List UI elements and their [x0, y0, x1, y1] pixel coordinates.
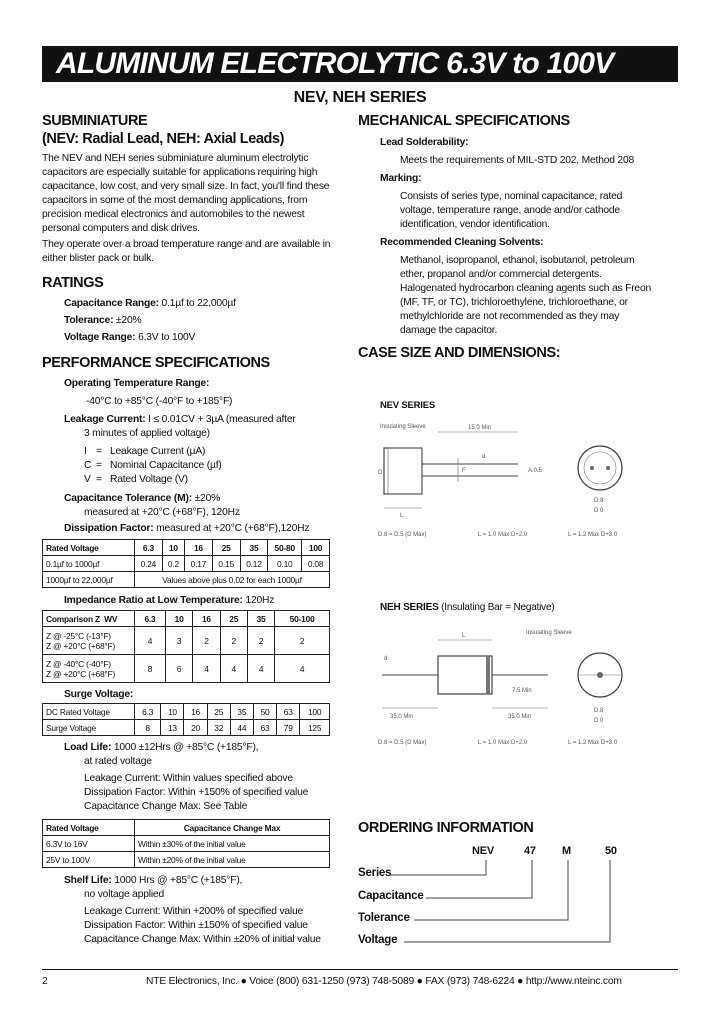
- nev-body: [384, 448, 422, 494]
- nev-dim-15: 15.0 Min: [468, 425, 492, 431]
- neh-series-label: NEH SERIES (Insulating Bar = Negative): [380, 602, 555, 613]
- nev-dim-pd: D.8: [594, 498, 604, 504]
- table-row: 0.1µf to 1000µf 0.24 0.2 0.17 0.15 0.12 0.10 0.08: [43, 556, 330, 572]
- legend-row: V = Rated Voltage (V): [84, 474, 188, 485]
- load-life-item: Leakage Current: Within values specified above: [84, 773, 293, 784]
- order-label-tolerance: Tolerance: [358, 912, 410, 924]
- nev-end-inner: [584, 452, 616, 484]
- order-code-tolerance: M: [562, 845, 571, 857]
- order-code-capacitance: 47: [524, 845, 536, 857]
- impedance-ratio: Impedance Ratio at Low Temperature: 120Hz: [64, 595, 275, 606]
- solderability-label: Lead Solderability:: [380, 137, 469, 148]
- neh-dim-l: L: [462, 633, 466, 639]
- load-life-item: Dissipation Factor: Within +150% of specified value: [84, 787, 309, 798]
- nev-sleeve-label: Insulating Sleeve: [380, 424, 426, 430]
- cleaning-value: Methanol, isopropanol, ethanol, isobutanol, petroleum ether, propanol and/or commercial detergents. Halogenated hydrocarbon cleaning agents such as Freon (MF, TF, or TC), trichloroethylene, trichloroethane, or methylchloride are not recommended as they may damage the capacitor.: [400, 255, 652, 336]
- nev-dim-f: F: [462, 468, 466, 474]
- mechanical-heading: MECHANICAL SPECIFICATIONS: [358, 113, 570, 129]
- marking-label: Marking:: [380, 173, 422, 184]
- table-row: Comparison Z WV 6.3 10 16 25 35 50-100: [43, 611, 330, 627]
- neh-dim-75: 7.5 Min: [512, 688, 532, 694]
- solderability-value: Meets the requirements of MIL-STD 202, Method 208: [400, 155, 635, 166]
- nev-dim-small-d: d: [482, 454, 486, 460]
- neh-note: L = 1.2 Max D+3.0: [568, 740, 618, 746]
- shelf-life-item: Leakage Current: Within +200% of specified value: [84, 906, 304, 917]
- connector-tolerance: [414, 860, 568, 920]
- rating-tolerance: Tolerance: ±20%: [64, 315, 142, 326]
- ordering-connector-lines: [390, 858, 630, 948]
- order-code-series: NEV: [472, 845, 495, 857]
- table-row: Rated Voltage Capacitance Change Max: [43, 820, 330, 836]
- dissipation-table: [42, 539, 330, 588]
- neh-note: D.8 = D.5 (D Max): [378, 740, 427, 746]
- leakage-current: Leakage Current: I ≤ 0.01CV + 3µA (measured after: [64, 414, 296, 425]
- ordering-heading: ORDERING INFORMATION: [358, 820, 534, 836]
- connector-capacitance: [426, 860, 532, 898]
- cap-tolerance-2: measured at +20°C (+68°F), 120Hz: [84, 507, 240, 518]
- neh-note: L = 1.0 Max D+2.0: [478, 740, 528, 746]
- connector-series: [390, 860, 486, 875]
- performance-heading: PERFORMANCE SPECIFICATIONS: [42, 355, 270, 371]
- nev-note: D.8 = D.5 (D Max): [378, 532, 427, 538]
- neh-body: [438, 656, 492, 694]
- shelf-life-item: Dissipation Factor: Within ±150% of specified value: [84, 920, 308, 931]
- dissipation-factor: Dissipation Factor: measured at +20°C (+68°F),120Hz: [64, 523, 310, 534]
- nev-lead-dot: [606, 466, 610, 470]
- neh-dim-d: d: [384, 656, 388, 662]
- shelf-life-item: Capacitance Change Max: Within ±20% of initial value: [84, 934, 321, 945]
- footer-contact: NTE Electronics, Inc. ● Voice (800) 631-1250 (973) 748-5089 ● FAX (973) 748-6224 ● http://www.nteinc.com: [146, 976, 622, 987]
- rating-capacitance: Capacitance Range: 0.1µf to 22,000µf: [64, 298, 236, 309]
- table-row: 6.3V to 16V Within ±30% of the initial value: [43, 836, 330, 852]
- leakage-current-2: 3 minutes of applied voltage): [84, 428, 210, 439]
- neh-dim-pd: D.8: [594, 708, 604, 714]
- intro-paragraph: The NEV and NEH series subminiature aluminum electrolytic capacitors are especially suitable for applications requiring high capacitance, low cost, and very small size. In fact, you'll find these capacitors in some of the most demanding applications, from precision medical electronics and automobiles to the newest personal computers and disk drives.: [42, 153, 330, 234]
- nev-note: L = 1.2 Max D+3.0: [568, 532, 618, 538]
- subminiature-heading: SUBMINIATURE: [42, 113, 148, 129]
- table-row: 25V to 100V Within ±20% of the initial value: [43, 852, 330, 868]
- legend-row: I = Leakage Current (µA): [84, 446, 206, 457]
- nev-end-view: [578, 446, 622, 490]
- surge-table: [42, 703, 330, 736]
- op-temp-label: Operating Temperature Range:: [64, 378, 210, 389]
- intro-paragraph-2: They operate over a broad temperature range and are available in either blister pack or bulk.: [42, 239, 331, 264]
- neh-dim-d0: D 0: [594, 718, 604, 724]
- table-row: DC Rated Voltage 6.3 10 16 25 35 50 63 100: [43, 704, 330, 720]
- order-label-series: Series: [358, 867, 392, 879]
- nev-sleeve: [388, 448, 422, 494]
- nev-note: L = 1.0 Max D+2.0: [478, 532, 528, 538]
- nev-lead-dot: [590, 466, 594, 470]
- table-row: Z @ -40°C (-40°F) Z @ +20°C (+68°F) 8 6 4 4 4 4: [43, 655, 330, 683]
- order-code-voltage: 50: [605, 845, 617, 857]
- shelf-life-2: no voltage applied: [84, 889, 164, 900]
- nev-dim-a: A.0.5: [528, 468, 543, 474]
- shelf-life: Shelf Life: 1000 Hrs @ +85°C (+185°F),: [64, 875, 243, 886]
- order-label-voltage: Voltage: [358, 934, 398, 946]
- nev-dim-l: L: [400, 513, 404, 519]
- nev-dim-d: D: [378, 470, 383, 476]
- op-temp-value: -40°C to +85°C (-40°F to +185°F): [86, 396, 233, 407]
- page-title: ALUMINUM ELECTROLYTIC 6.3V to 100V: [42, 46, 678, 82]
- cap-tolerance: Capacitance Tolerance (M): ±20%: [64, 493, 221, 504]
- neh-bar-label: Insulating Sleeve: [526, 630, 572, 636]
- rating-voltage: Voltage Range: 6.3V to 100V: [64, 332, 196, 343]
- nev-series-label: NEV SERIES: [380, 400, 436, 411]
- neh-dim-35b: 35.0 Min: [508, 714, 532, 720]
- table-row: Z @ -25°C (-13°F) Z @ +20°C (+68°F) 4 3 2 2 2 2: [43, 627, 330, 655]
- cleaning-label: Recommended Cleaning Solvents:: [380, 237, 544, 248]
- neh-dimension-diagram: [378, 620, 658, 748]
- case-heading: CASE SIZE AND DIMENSIONS:: [358, 345, 561, 361]
- order-label-capacitance: Capacitance: [358, 890, 424, 902]
- marking-value: Consists of series type, nominal capacitance, rated voltage, temperature range, anode and/or cathode identification, vendor identification.: [400, 191, 623, 230]
- table-row: Surge Voltage 8 13 20 32 44 63 79 125: [43, 720, 330, 736]
- nev-dimension-diagram: [378, 418, 658, 544]
- load-life-item: Capacitance Change Max: See Table: [84, 801, 248, 812]
- load-life-2: at rated voltage: [84, 756, 152, 767]
- footer-divider: [42, 969, 678, 970]
- nev-dim-d0: D 0: [594, 508, 604, 514]
- table-row: 1000µf to 22,000µf Values above plus 0.02 for each 1000µf: [43, 572, 330, 588]
- series-title: NEV, NEH SERIES: [293, 89, 427, 106]
- connector-voltage: [404, 860, 610, 942]
- neh-dim-35a: 35.0 Min: [390, 714, 414, 720]
- table-row: Rated Voltage 6.3 10 16 25 35 50-80 100: [43, 540, 330, 556]
- page-number: 2: [42, 976, 48, 987]
- ratings-heading: RATINGS: [42, 275, 104, 291]
- surge-voltage-label: Surge Voltage:: [64, 689, 134, 700]
- impedance-table: [42, 610, 330, 683]
- neh-insulating-bar: [486, 656, 490, 694]
- cap-change-table: [42, 819, 330, 868]
- legend-row: C = Nominal Capacitance (µf): [84, 460, 222, 471]
- subminiature-subheading: (NEV: Radial Lead, NEH: Axial Leads): [42, 131, 285, 147]
- load-life: Load Life: 1000 ±12Hrs @ +85°C (+185°F),: [64, 742, 259, 753]
